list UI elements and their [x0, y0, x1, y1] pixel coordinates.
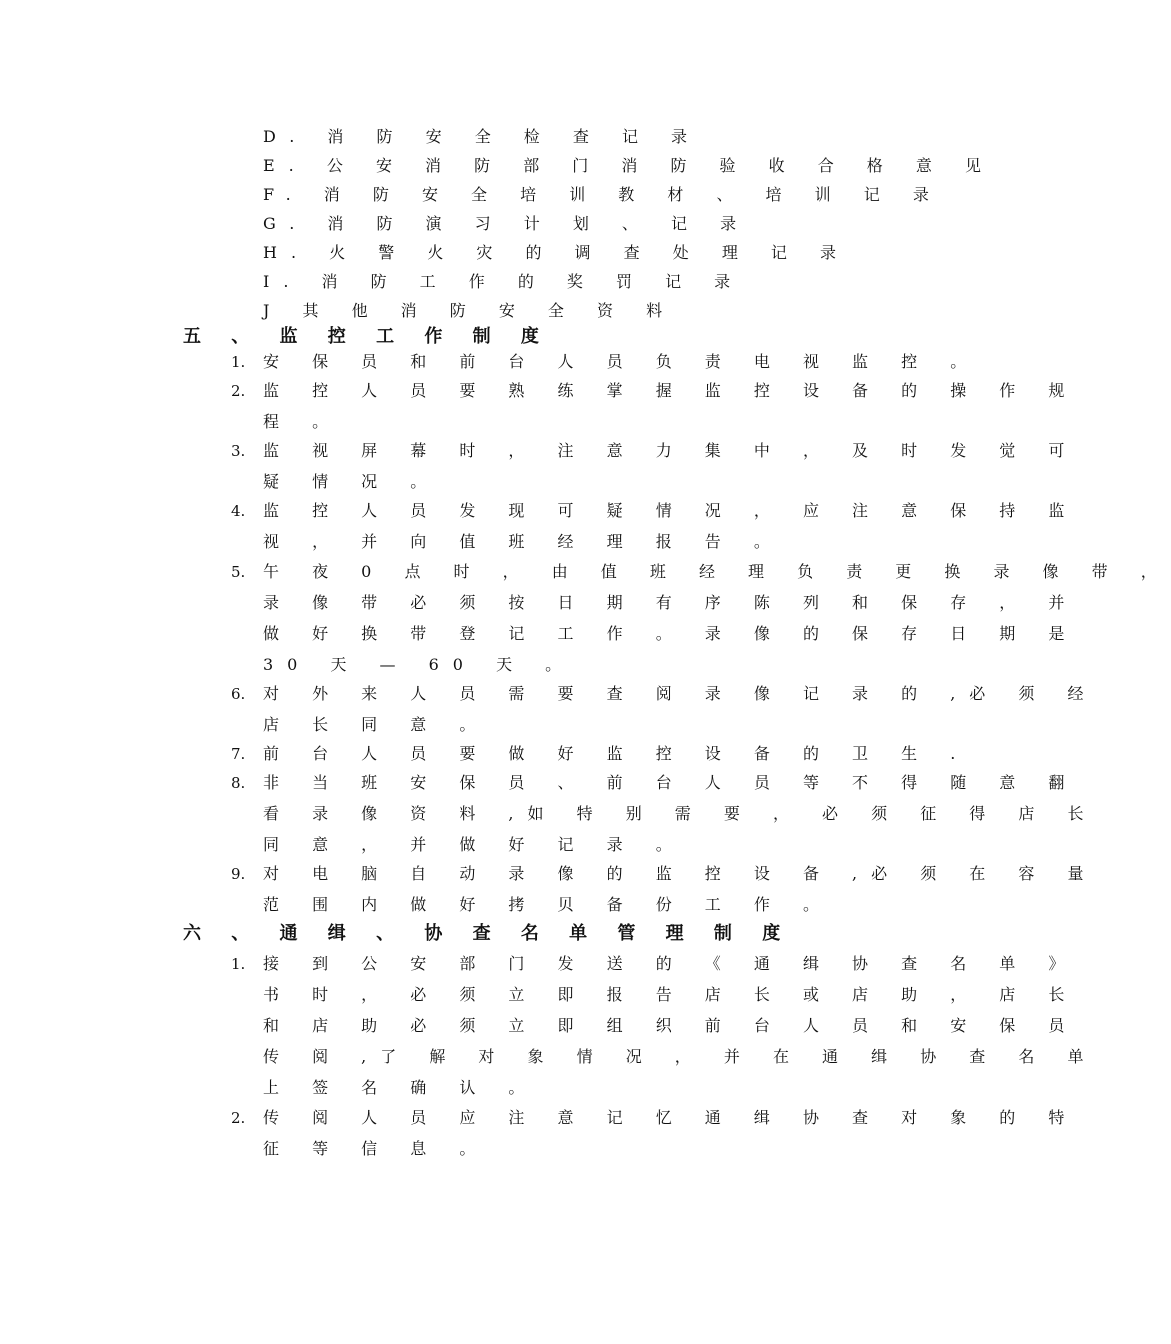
s5-item2-number: 2.: [231, 382, 246, 400]
section6-heading: 六 、 通 缉 、 协 查 名 单 管 理 制 度: [183, 923, 793, 944]
s5-item3-number: 3.: [231, 442, 246, 460]
s5-item6-line2: 店 长 同 意 。: [263, 715, 490, 734]
list-item-h: H. 火 警 火 灾 的 调 查 处 理 记 录: [263, 243, 850, 262]
list-item-f: F. 消 防 安 全 培 训 教 材 、 培 训 记 录: [263, 185, 943, 204]
list-item-e: E. 公 安 消 防 部 门 消 防 验 收 合 格 意 见: [263, 156, 995, 175]
s6-item1-line3: 和 店 助 必 须 立 即 组 织 前 台 人 员 和 安 保 员: [263, 1016, 1079, 1035]
s5-item5-line4: 30 天 — 60 天 。: [263, 655, 576, 674]
s5-item8-line3: 同 意 ， 并 做 好 记 录 。: [263, 835, 686, 854]
s5-item3-line2: 疑 情 况 。: [263, 472, 441, 491]
s5-item9-line1: 对 电 脑 自 动 录 像 的 监 控 设 备 ,必 须 在 容 量: [263, 864, 1098, 883]
s6-item1-line5: 上 签 名 确 认 。: [263, 1078, 539, 1097]
s5-item7-number: 7.: [231, 745, 246, 763]
s5-item4-number: 4.: [231, 502, 246, 520]
s6-item2-line1: 传 阅 人 员 应 注 意 记 忆 通 缉 协 查 对 象 的 特: [263, 1108, 1079, 1127]
s5-item5-line2: 录 像 带 必 须 按 日 期 有 序 陈 列 和 保 存 ， 并: [263, 593, 1079, 612]
list-item-j: J 其 他 消 防 安 全 资 料: [263, 301, 677, 320]
s6-item1-line2: 书 时 ， 必 须 立 即 报 告 店 长 或 店 助 ， 店 长: [263, 985, 1079, 1004]
s5-item8-line1: 非 当 班 安 保 员 、 前 台 人 员 等 不 得 随 意 翻: [263, 773, 1079, 792]
s5-item8-number: 8.: [231, 774, 246, 792]
s5-item1-number: 1.: [231, 353, 246, 371]
s5-item6-line1: 对 外 来 人 员 需 要 查 阅 录 像 记 录 的 ,必 须 经: [263, 684, 1098, 703]
list-item-i: I. 消 防 工 作 的 奖 罚 记 录: [263, 272, 745, 291]
s5-item2-line2: 程 。: [263, 412, 343, 431]
s5-item9-line2: 范 围 内 做 好 拷 贝 备 份 工 作 。: [263, 895, 833, 914]
s5-item3-line1: 监 视 屏 幕 时 ， 注 意 力 集 中 ， 及 时 发 觉 可: [263, 441, 1079, 460]
s5-item4-line1: 监 控 人 员 发 现 可 疑 情 况 ， 应 注 意 保 持 监: [263, 501, 1079, 520]
list-item-d: D. 消 防 安 全 检 查 记 录: [263, 127, 702, 146]
s5-item5-line1: 午 夜 0 点 时 ， 由 值 班 经 理 负 责 更 换 录 像 带 ，: [263, 562, 1171, 581]
s5-item7-line1: 前 台 人 员 要 做 好 监 控 设 备 的 卫 生 .: [263, 744, 970, 763]
s5-item4-line2: 视 ， 并 向 值 班 经 理 报 告 。: [263, 532, 784, 551]
s5-item9-number: 9.: [231, 865, 246, 883]
s5-item5-number: 5.: [231, 563, 246, 581]
section5-heading: 五 、 监 控 工 作 制 度: [183, 326, 551, 347]
s5-item8-line2: 看 录 像 资 料 ,如 特 别 需 要 ， 必 须 征 得 店 长: [263, 804, 1098, 823]
s5-item2-line1: 监 控 人 员 要 熟 练 掌 握 监 控 设 备 的 操 作 规: [263, 381, 1079, 400]
s6-item2-line2: 征 等 信 息 。: [263, 1139, 490, 1158]
list-item-g: G. 消 防 演 习 计 划 、 记 录: [263, 214, 751, 233]
s6-item1-number: 1.: [231, 955, 246, 973]
s6-item1-line1: 接 到 公 安 部 门 发 送 的 《 通 缉 协 查 名 单 》: [263, 954, 1079, 973]
s6-item1-line4: 传 阅 ,了 解 对 象 情 况 ， 并 在 通 缉 协 查 名 单: [263, 1047, 1098, 1066]
s5-item5-line3: 做 好 换 带 登 记 工 作 。 录 像 的 保 存 日 期 是: [263, 624, 1079, 643]
s5-item1-line1: 安 保 员 和 前 台 人 员 负 责 电 视 监 控 。: [263, 352, 981, 371]
s6-item2-number: 2.: [231, 1109, 246, 1127]
s5-item6-number: 6.: [231, 685, 246, 703]
